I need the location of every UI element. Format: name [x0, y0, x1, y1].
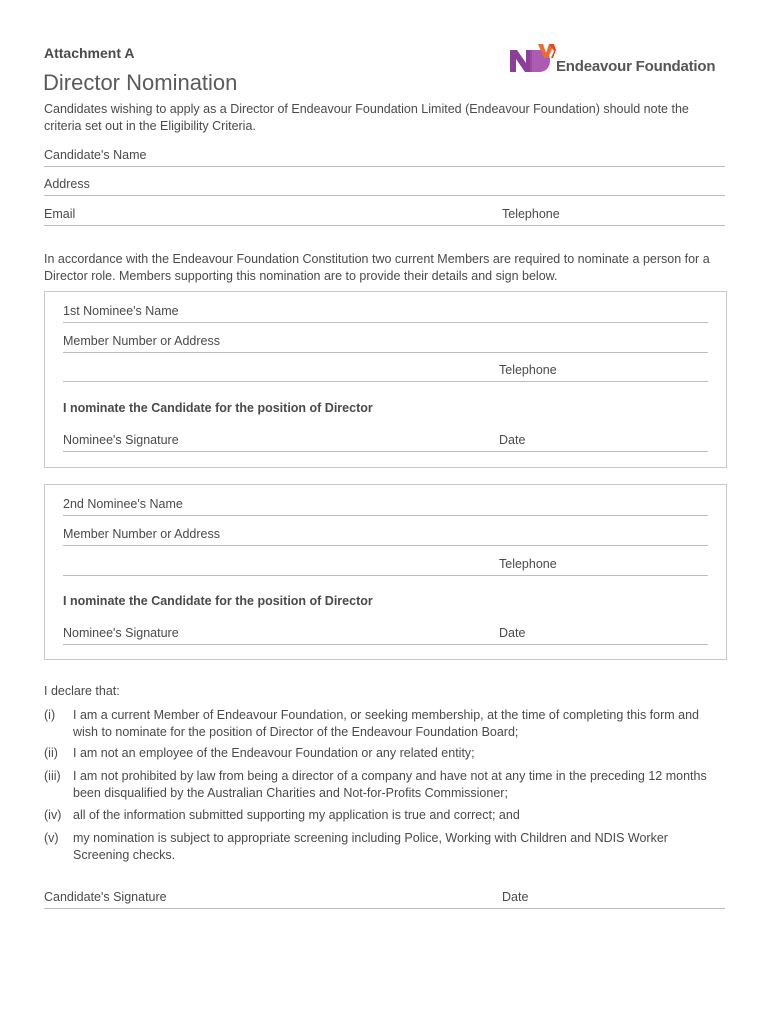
declaration-item-number: (iii) — [44, 769, 61, 783]
first-nominee-signature-label: Nominee's Signature — [63, 433, 179, 447]
first-nominee-telephone-row[interactable] — [63, 363, 708, 382]
address-field[interactable] — [44, 177, 725, 196]
declaration-item-text: all of the information submitted supporting my application is true and correct; and — [73, 808, 520, 822]
first-nominee-section — [44, 291, 727, 468]
first-nominee-statement: I nominate the Candidate for the position of Director — [63, 401, 373, 415]
first-nominee-telephone-label: Telephone — [499, 363, 557, 377]
declaration-item-text: I am not prohibited by law from being a director of a company and have not at any time in the preceding 12 months been disqualified by the Australian Charities and Not-for-Profits Commissioner; — [73, 769, 707, 800]
second-nominee-signature-row[interactable] — [63, 626, 708, 645]
declaration-item-number: (i) — [44, 708, 56, 722]
email-telephone-row[interactable] — [44, 207, 725, 226]
logo-text: Endeavour Foundation — [556, 58, 716, 75]
endeavour-foundation-logo — [508, 42, 724, 78]
candidate-date-label: Date — [502, 890, 529, 904]
first-nominee-name-label: 1st Nominee's Name — [63, 304, 179, 318]
constitution-paragraph: In accordance with the Endeavour Foundation Constitution two current Members are required to nominate a person for a Director role. Members supporting this nomination are to provide their details and sign below. — [44, 252, 710, 283]
second-nominee-section — [44, 484, 727, 660]
second-nominee-statement: I nominate the Candidate for the position of Director — [63, 594, 373, 608]
second-nominee-member-label: Member Number or Address — [63, 527, 221, 541]
declaration-item-number: (iv) — [44, 808, 62, 822]
declaration-item-text: my nomination is subject to appropriate screening including Police, Working with Children and NDIS Worker Screening checks. — [73, 831, 668, 862]
declaration-item-number: (ii) — [44, 746, 58, 760]
intro-paragraph: Candidates wishing to apply as a Director of Endeavour Foundation Limited (Endeavour Foundation) should note the criteria set out in the Eligibility Criteria. — [44, 102, 689, 133]
declaration-item-text: I am a current Member of Endeavour Foundation, or seeking membership, at the time of completing this form and wish to nominate for the position of Director of the Endeavour Foundation Board; — [73, 708, 700, 739]
first-nominee-name-field[interactable] — [63, 304, 708, 323]
candidate-signature-row[interactable] — [44, 890, 725, 909]
page-title: Director Nomination — [43, 70, 238, 95]
second-nominee-name-label: 2nd Nominee's Name — [63, 497, 183, 511]
declaration-item-number: (v) — [44, 831, 59, 845]
attachment-label: Attachment A — [44, 45, 135, 61]
second-nominee-name-field[interactable] — [63, 497, 708, 516]
first-nominee-signature-row[interactable] — [63, 433, 708, 452]
declaration-intro: I declare that: — [44, 684, 120, 698]
first-nominee-date-label: Date — [499, 433, 526, 447]
second-nominee-date-label: Date — [499, 626, 526, 640]
candidate-name-label: Candidate's Name — [44, 148, 147, 162]
candidate-name-field[interactable] — [44, 148, 725, 167]
first-nominee-member-field[interactable] — [63, 334, 708, 353]
ndvr-logo-mark-icon — [508, 42, 556, 76]
candidate-signature-label: Candidate's Signature — [44, 890, 167, 904]
telephone-label: Telephone — [502, 207, 560, 221]
declaration-item-text: I am not an employee of the Endeavour Foundation or any related entity; — [73, 746, 475, 760]
address-label: Address — [44, 177, 90, 191]
second-nominee-member-field[interactable] — [63, 527, 708, 546]
second-nominee-telephone-label: Telephone — [499, 557, 557, 571]
second-nominee-telephone-row[interactable] — [63, 557, 708, 576]
first-nominee-member-label: Member Number or Address — [63, 334, 221, 348]
second-nominee-signature-label: Nominee's Signature — [63, 626, 179, 640]
email-label: Email — [44, 207, 76, 221]
